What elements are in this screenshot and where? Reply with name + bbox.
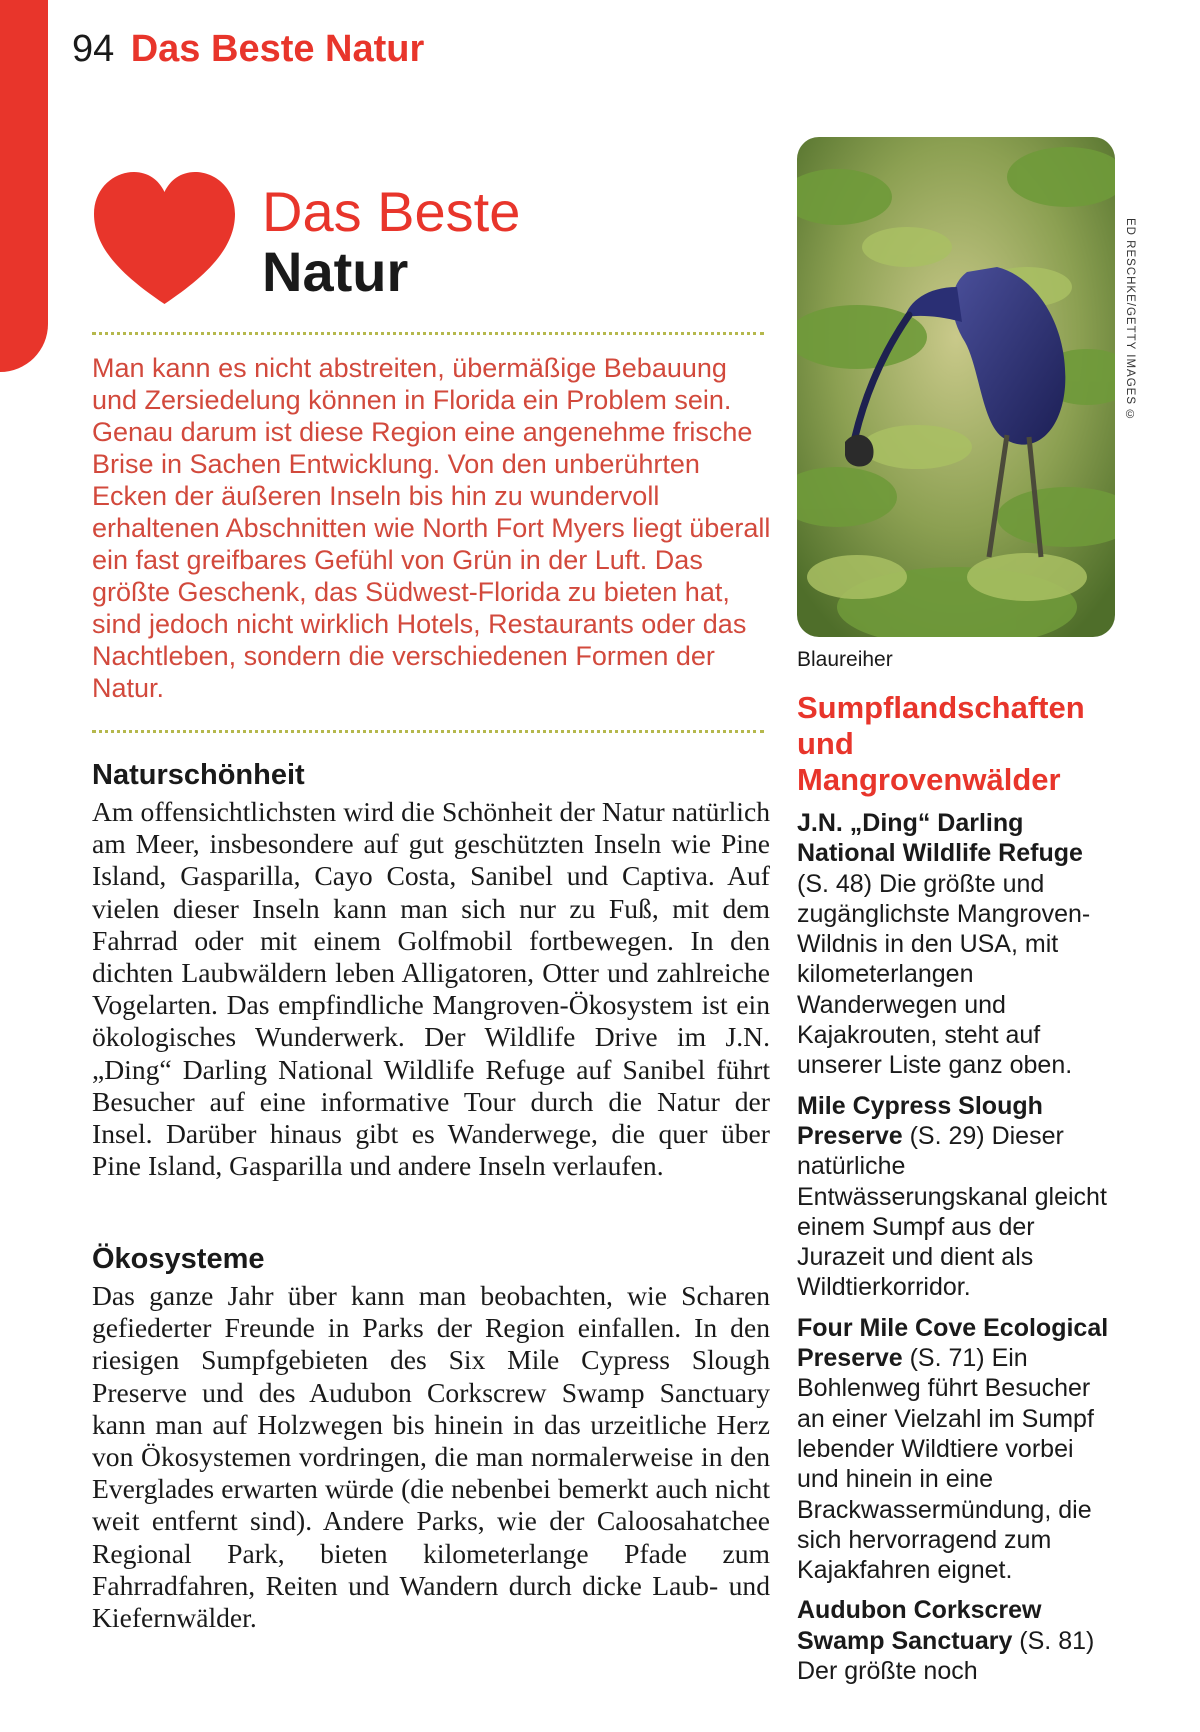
entry-name: Mile Cypress Slough Preserve	[797, 1091, 1043, 1150]
intro-paragraph: Man kann es nicht abstreiten, übermäßige Bebauung und Zersiedelung können in Florida ein Problem sein. Genau darum ist diese Region eine angenehme frische Brise in Sachen Entwicklung. Von den unberührten Ecken der äußeren Inseln bis hin zu wundervoll erhaltenen Abschnitten wie North Fort Myers liegt überall ein fast greifbares Gefühl von Grün in der Luft. Das größte Geschenk, das Südwest-Florida zu bieten hat, sind jedoch nicht wirklich Hotels, Restaurants oder das Nachtleben, sondern die verschiedenen Formen der Natur.	[92, 353, 771, 703]
divider-bottom	[92, 730, 764, 733]
heart-icon	[92, 170, 237, 308]
section-naturschoenheit	[92, 758, 770, 1182]
photo-caption: Blaureiher	[797, 648, 893, 671]
section-body: Am offensichtlichsten wird die Schönheit der Natur natürlich am Meer, insbesondere auf gut geschützten Inseln wie Pine Island, Gasparilla, Cayo Costa, Sanibel und Captiva. Auf vielen dieser Inseln kann man sich nur zu Fuß, mit dem Fahrrad oder mit einem Golfmobil fortbewegen. In den dichten Laubwäldern leben Alligatoren, Otter und zahlreiche Vogelarten. Das empfindliche Mangroven-Ökosystem ist ein ökologisches Wunderwerk. Der Wildlife Drive im J.N. „Ding“ Darling National Wildlife Refuge auf Sanibel führt Besucher auf eine informative Tour durch die Natur der Insel. Darüber hinaus gibt es Wanderwege, die quer über Pine Island, Gasparilla und andere Inseln verlaufen.	[92, 796, 770, 1182]
section-body: Das ganze Jahr über kann man beobachten, wie Scharen gefiederter Freunde in Parks der Region einfallen. In den riesigen Sumpfgebieten des Six Mile Cypress Slough Preserve und des Audubon Corkscrew Swamp Sanctuary kann man auf Holzwegen bis hinein in das urzeitliche Herz von Ökosystemen vordringen, die man normalerweise in den Everglades erwarten würde (die nebenbei bemerkt auch nicht weit entfernt sind). Andere Parks, wie der Caloosahatchee Regional Park, bieten kilometerlange Pfade zum Fahrradfahren, Reiten und Wandern durch dicke Laub- und Kiefernwälder.	[92, 1280, 770, 1634]
running-header	[72, 28, 424, 71]
page-number: 94	[72, 28, 115, 70]
entry-text: (S. 29) Dieser natürliche Entwässerungskanal gleicht einem Sumpf aus der Jurazeit und dient als Wildtierkorridor.	[797, 1121, 1107, 1302]
list-item	[797, 1595, 1113, 1686]
entry-name: Audubon Corkscrew Swamp Sanctuary	[797, 1596, 1042, 1655]
sidebar-title: Sumpflandschaften und Mangrovenwälder	[797, 690, 1085, 797]
section-oekosysteme	[92, 1242, 770, 1634]
photo-credit: ED RESCHKE/GETTY IMAGES ©	[1124, 218, 1136, 423]
title-line-1: Das Beste	[262, 180, 521, 243]
entry-text: (S. 48) Die größte und zugänglichste Mangroven-Wildnis in den USA, mit kilometerlangen Wanderwegen und Kajakrouten, steht auf unserer Liste ganz oben.	[797, 869, 1091, 1080]
entry-text: (S. 81) Der größte noch	[797, 1626, 1095, 1686]
list-item	[797, 1091, 1113, 1303]
entry-name: Four Mile Cove Ecological Preserve	[797, 1313, 1109, 1373]
heron-illustration	[797, 137, 1115, 637]
section-heading: Ökosysteme	[92, 1243, 265, 1275]
title-line-2: Natur	[262, 240, 409, 303]
divider-top	[92, 332, 764, 335]
sidebar-entries	[797, 808, 1113, 1696]
entry-name: J.N. „Ding“ Darling National Wildlife Refuge	[797, 809, 1083, 868]
page-title	[262, 182, 520, 302]
entry-text: (S. 71) Ein Bohlenweg führt Besucher an einer Vielzahl im Sumpf lebender Wildtiere vorbei und hinein in eine Brackwassermündung, die sich hervorragend zum Kajakfahren eignet.	[797, 1344, 1094, 1585]
heron-photo	[797, 137, 1115, 637]
section-heading: Naturschönheit	[92, 759, 305, 791]
list-item	[797, 1313, 1113, 1586]
list-item	[797, 808, 1113, 1081]
running-section-title: Das Beste Natur	[130, 28, 425, 70]
section-color-tab	[0, 0, 48, 372]
